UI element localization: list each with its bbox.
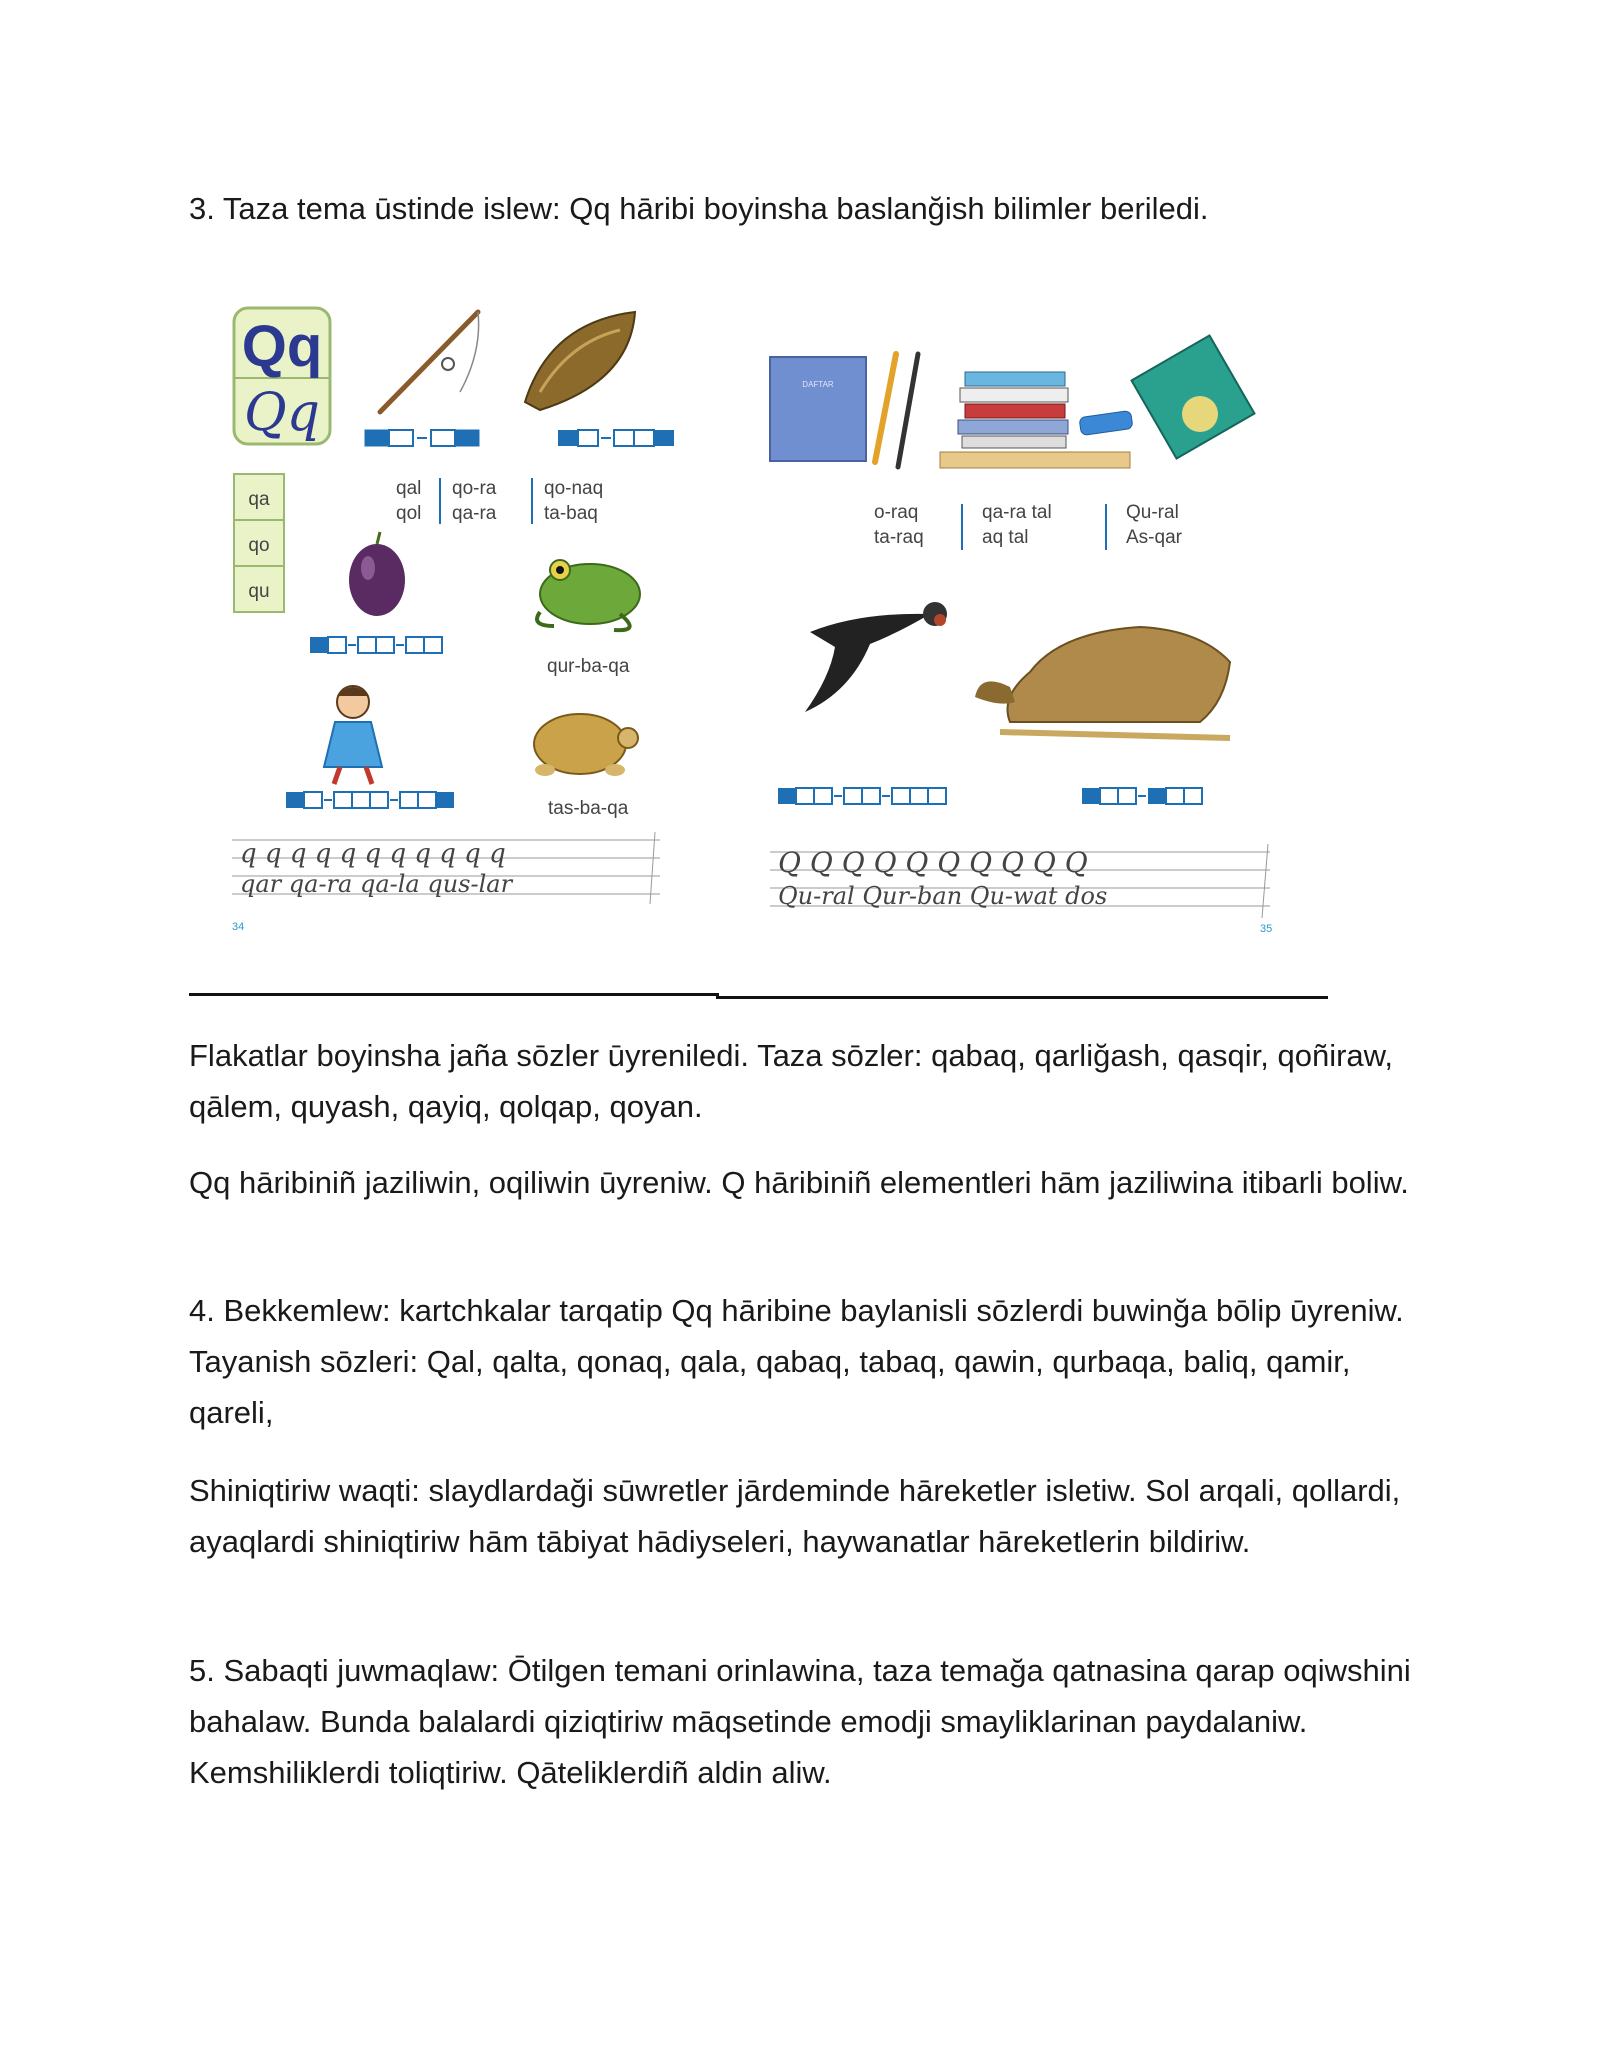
paragraph: 4. Bekkemlew: kartchkalar tarqatip Qq hāribine baylanisli sōzlerdi buwinğa bōlip ūyreniw. Tayanish sōzleri: Qal, qalta, qonaq, qala, qabaq, tabaq, qawin, qurbaqa, baliq, qamir, qareli, [189,1293,1404,1430]
paragraph: 5. Sabaqti juwmaqlaw: Ōtilgen temani orinlawina, taza temağa qatnasina qarap oqiwshini bahalaw. Bunda balalardi qiziqtiriw māqsetinde emodji smayliklarinan paydalaniw. Kemshiliklerdi toliqtiriw. Qāteliklerdiñ aldin aliw. [189,1653,1411,1790]
frog-icon [537,560,640,630]
left-copy-letters: q q q q q q q q q q q [240,839,506,869]
pencil-icon [875,354,918,467]
turtle-label: tas-ba-qa [548,798,629,819]
scheme-boxes [778,788,946,804]
letter-tile [234,308,330,444]
word: ta-baq [544,503,598,524]
syllable-column [234,474,284,612]
syllable-qu: qu [248,581,270,602]
scheme-boxes [310,637,442,653]
separator-line [189,993,719,996]
word: Qu-ral [1126,502,1179,523]
scheme-boxes [286,792,454,808]
paragraph: Flakatlar boyinsha jaña sōzler ūyreniledi. Taza sōzler: qabaq, qarliğash, qasqir, qoñiraw, qālem, quyash, qayiq, qolqap, qoyan. [189,1038,1393,1124]
separator-line [716,996,1328,999]
notebook-label: DAFTAR [802,380,834,389]
turtle-icon [534,714,638,776]
intro-paragraph: 3. Taza tema ūstinde islew: Qq hāribi boyinsha baslanğish bilimler beriledi. [189,191,1209,226]
word: qo-naq [544,478,604,499]
word: aq tal [982,527,1029,548]
letter-cursive: Qq [244,383,320,443]
letter-print: Qq [241,314,323,379]
wolf-icon [975,627,1230,738]
word: ta-raq [874,527,924,548]
paragraph: Qq hāribiniñ jaziliwin, oqiliwin ūyreniw. Q hāribiniñ elementleri hām jaziliwina itibarli boliw. [189,1165,1409,1200]
scheme-boxes [1082,788,1202,804]
word: qo-ra [452,478,497,499]
notebook-icon [770,357,866,461]
plum-icon [349,532,405,616]
syllable-qa: qa [248,489,270,510]
doll-icon [324,686,382,784]
page-number-left: 34 [232,921,245,933]
word: As-qar [1126,527,1182,548]
right-copybook [770,844,1270,918]
books-icon [958,372,1068,448]
paragraph: Shiniqtiriw waqti: slaydlardaği sūwretler jārdeminde hāreketler isletiw. Sol arqali, qollardi, ayaqlardi shiniqtiriw hām tābiyat hādiyseleri, haywanatlar hāreketlerin bildiriw. [189,1473,1401,1559]
word: qa-ra tal [982,502,1052,523]
pencil-box-icon [1132,336,1255,459]
scheme-boxes [558,430,674,446]
left-copy-words: qar qa-ra qa-la qus-lar [240,870,513,898]
scheme-boxes [365,430,479,446]
left-word-columns [396,478,603,524]
word: qa-ra [452,503,497,524]
textbook-illustration [210,292,1320,952]
ruler-icon [940,452,1130,468]
syllable-qo: qo [248,535,270,556]
right-copy-letters: Q Q Q Q Q Q Q Q Q Q [778,846,1088,879]
word: o-raq [874,502,919,523]
right-word-columns [874,502,1183,550]
eraser-icon [1079,410,1133,435]
page-number-right: 35 [1260,923,1273,935]
fishing-rod-icon [380,312,479,412]
frog-label: qur-ba-qa [547,656,630,677]
boat-icon [525,312,635,410]
left-copybook [232,832,660,904]
swallow-icon [805,602,947,712]
word: qol [396,503,422,524]
word: qal [396,478,422,499]
right-copy-words: Qu-ral Qur-ban Qu-wat dos [778,882,1108,910]
